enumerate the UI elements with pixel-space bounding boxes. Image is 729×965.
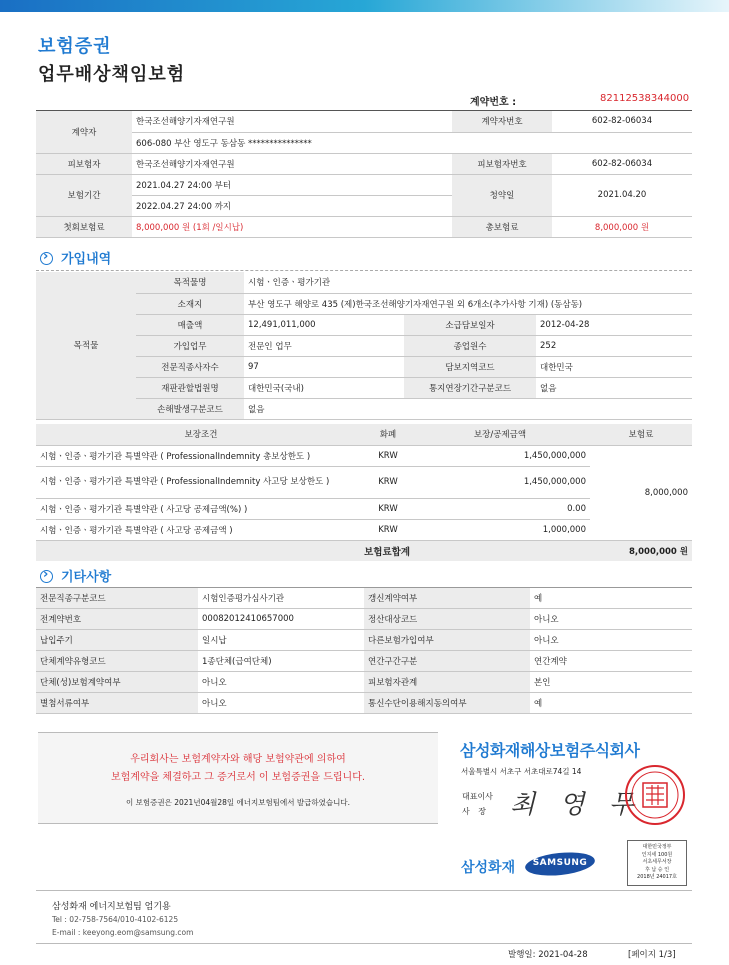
- period-label: 보험기간: [36, 174, 132, 216]
- coverage-currency: KRW: [366, 498, 410, 519]
- object-label: 소재지: [136, 293, 244, 314]
- other-label: 다른보험가입여부: [364, 630, 530, 651]
- ceo-signature: 최 영 무: [510, 790, 642, 820]
- coverage-premium: 8,000,000: [590, 445, 692, 540]
- object-label: 재판관할법원명: [136, 377, 244, 398]
- other-label: 연간구간구분: [364, 651, 530, 672]
- chevron-circle-icon: [40, 252, 53, 265]
- object-label: 매출액: [136, 314, 244, 335]
- summary-table: [36, 111, 692, 238]
- header-color-bar: [0, 0, 729, 12]
- notice-line-3: 이 보험증권은 2021년04월28일 에너지보험팀에서 발급하였습니다.: [126, 798, 350, 807]
- object-value: 252: [536, 335, 692, 356]
- object-label: 가입업무: [136, 335, 244, 356]
- object-value: 대한민국: [536, 356, 692, 377]
- other-value: 연간계약: [530, 651, 692, 672]
- coverage-header: 보장조건: [36, 424, 366, 445]
- footer-tel: Tel : 02-758-7564/010-4102-6125: [52, 915, 179, 924]
- company-name: 삼성화재해상보험주식회사: [460, 741, 640, 760]
- coverage-currency: KRW: [366, 445, 410, 466]
- footer-team: 삼성화재 에너지보험팀 엄기용: [52, 902, 171, 912]
- other-value: 예: [530, 693, 692, 714]
- notice-line-1: 우리회사는 보험계약자와 해당 보험약관에 의하여: [130, 754, 346, 765]
- object-value: 97: [244, 356, 404, 377]
- other-value: 예: [530, 588, 692, 609]
- contractor-label: 계약자: [36, 111, 132, 153]
- other-value: 일시납: [198, 630, 364, 651]
- other-value: 아니오: [198, 672, 364, 693]
- premium-total-label: 보험료합계: [364, 546, 410, 558]
- object-label: 종업원수: [404, 335, 536, 356]
- object-value: 없음: [244, 398, 404, 419]
- premium-total-value: 8,000,000 원: [628, 546, 688, 557]
- section-enrollment-title: 가입내역: [61, 252, 112, 267]
- divider: [36, 270, 692, 271]
- coverage-amount: 0.00: [410, 498, 590, 519]
- stamp-duty-line: 2018년 24017호: [637, 874, 677, 880]
- first-premium: 8,000,000 원 (1회 /일시납): [132, 216, 452, 237]
- object-label: 담보지역코드: [404, 356, 536, 377]
- ceo-title-2: 사 장: [462, 807, 489, 816]
- other-label: 갱신계약여부: [364, 588, 530, 609]
- samsung-logo-text: SAMSUNG: [532, 858, 588, 868]
- subscribe-date: 2021.04.20: [552, 174, 692, 216]
- chevron-circle-icon: [40, 570, 53, 583]
- coverage-condition: 시험ㆍ인증ㆍ평가기관 특별약관 ( ProfessionalIndemnity 사고당 보상한도 ): [36, 466, 366, 498]
- section-other: [40, 566, 111, 585]
- contract-number-label: 계약번호 :: [470, 97, 517, 108]
- other-label: 전계약번호: [36, 609, 198, 630]
- other-value: 아니오: [198, 693, 364, 714]
- other-label: 납입주기: [36, 630, 198, 651]
- insured-id: 602-82-06034: [552, 153, 692, 174]
- divider: [36, 943, 692, 944]
- object-value: 12,491,011,000: [244, 314, 404, 335]
- other-value: 1종단체(급여단체): [198, 651, 364, 672]
- other-value: 시험인증평가심사기관: [198, 588, 364, 609]
- other-label: 별첨서류여부: [36, 693, 198, 714]
- brand-name: 삼성화재: [461, 860, 516, 876]
- insured-name: 한국조선해양기자재연구원: [132, 153, 452, 174]
- contractor-address: 606-080 부산 영도구 동삼동 ***************: [132, 132, 692, 153]
- object-value: 대한민국(국내): [244, 377, 404, 398]
- object-value: 없음: [536, 377, 692, 398]
- object-value: 전문인 업무: [244, 335, 404, 356]
- coverage-header: 화폐: [366, 424, 410, 445]
- other-value: 본인: [530, 672, 692, 693]
- coverage-amount: 1,450,000,000: [410, 466, 590, 498]
- total-premium: 8,000,000 원: [552, 216, 692, 237]
- other-label: 전문직종구분코드: [36, 588, 198, 609]
- coverage-condition: 시험ㆍ인증ㆍ평가기관 특별약관 ( ProfessionalIndemnity 총보상한도 ): [36, 445, 366, 466]
- object-label: 목적물명: [136, 272, 244, 293]
- object-value: 부산 영도구 해양로 435 (제)한국조선해양기자재연구원 외 6개소(추가사항 기재) (동삼동): [244, 293, 692, 314]
- page-indicator: [페이지 1/3]: [628, 950, 676, 960]
- coverage-condition: 시험ㆍ인증ㆍ평가기관 특별약관 ( 사고당 공제금액 ): [36, 519, 366, 540]
- period-from: 2021.04.27 24:00 부터: [132, 174, 452, 195]
- document-title: 보험증권: [38, 36, 112, 57]
- stamp-duty-box: [627, 840, 687, 886]
- period-to: 2022.04.27 24:00 까지: [132, 195, 452, 216]
- stamp-duty-line: 대한민국정부: [642, 844, 672, 850]
- subscribe-date-label: 청약일: [452, 174, 552, 216]
- other-label: 단체계약유형코드: [36, 651, 198, 672]
- ceo-title-1: 대표이사: [462, 792, 493, 801]
- company-address: 서울특별시 서초구 서초대로74길 14: [461, 767, 582, 776]
- object-label: 손해발생구분코드: [136, 398, 244, 419]
- total-premium-label: 총보험료: [452, 216, 552, 237]
- coverage-amount: 1,000,000: [410, 519, 590, 540]
- coverage-table: [36, 424, 692, 561]
- other-label: 정산대상코드: [364, 609, 530, 630]
- issue-date: 발행일: 2021-04-28: [508, 950, 588, 960]
- object-label: 전문직종사자수: [136, 356, 244, 377]
- footer-email: E-mail : keeyong.eom@samsung.com: [52, 928, 194, 937]
- document-subtitle: 업무배상책임보험: [38, 64, 186, 85]
- coverage-amount: 1,450,000,000: [410, 445, 590, 466]
- object-label: 소급담보일자: [404, 314, 536, 335]
- contractor-id: 602-82-06034: [552, 111, 692, 132]
- other-value: 00082012410657000: [198, 609, 364, 630]
- section-other-title: 기타사항: [61, 570, 112, 585]
- other-label: 피보험자관계: [364, 672, 530, 693]
- stamp-duty-line: 인지세 100원: [641, 851, 673, 858]
- object-group-label: 목적물: [36, 272, 136, 419]
- contractor-id-label: 계약자번호: [452, 111, 552, 132]
- other-label: 통신수단이용해지동의여부: [364, 693, 530, 714]
- object-label: 통지연장기간구분코드: [404, 377, 536, 398]
- other-value: 아니오: [530, 609, 692, 630]
- coverage-header: 보장/공제금액: [410, 424, 590, 445]
- contract-number: 82112538344000: [600, 93, 690, 104]
- stamp-duty-line: 후 납 승 인: [644, 866, 670, 873]
- divider: [36, 890, 692, 891]
- other-table: [36, 587, 692, 714]
- section-enrollment: [40, 248, 111, 267]
- object-value: 시험ㆍ인증ㆍ평가기관: [244, 272, 692, 293]
- first-premium-label: 첫회보험료: [36, 216, 132, 237]
- coverage-condition: 시험ㆍ인증ㆍ평가기관 특별약관 ( 사고당 공제금액(%) ): [36, 498, 366, 519]
- coverage-currency: KRW: [366, 466, 410, 498]
- samsung-logo: [524, 852, 596, 876]
- insured-label: 피보험자: [36, 153, 132, 174]
- stamp-duty-line: 서초세무서장: [642, 859, 672, 865]
- other-label: 단체(성)보험계약여부: [36, 672, 198, 693]
- object-table: [36, 272, 692, 420]
- contractor-name: 한국조선해양기자재연구원: [132, 111, 452, 132]
- object-value: 2012-04-28: [536, 314, 692, 335]
- company-seal-icon: [624, 764, 686, 826]
- other-value: 아니오: [530, 630, 692, 651]
- notice-line-2: 보험계약을 체결하고 그 증거로서 이 보험증권을 드립니다.: [110, 772, 366, 783]
- coverage-header: 보험료: [590, 424, 692, 445]
- coverage-currency: KRW: [366, 519, 410, 540]
- insured-id-label: 피보험자번호: [452, 153, 552, 174]
